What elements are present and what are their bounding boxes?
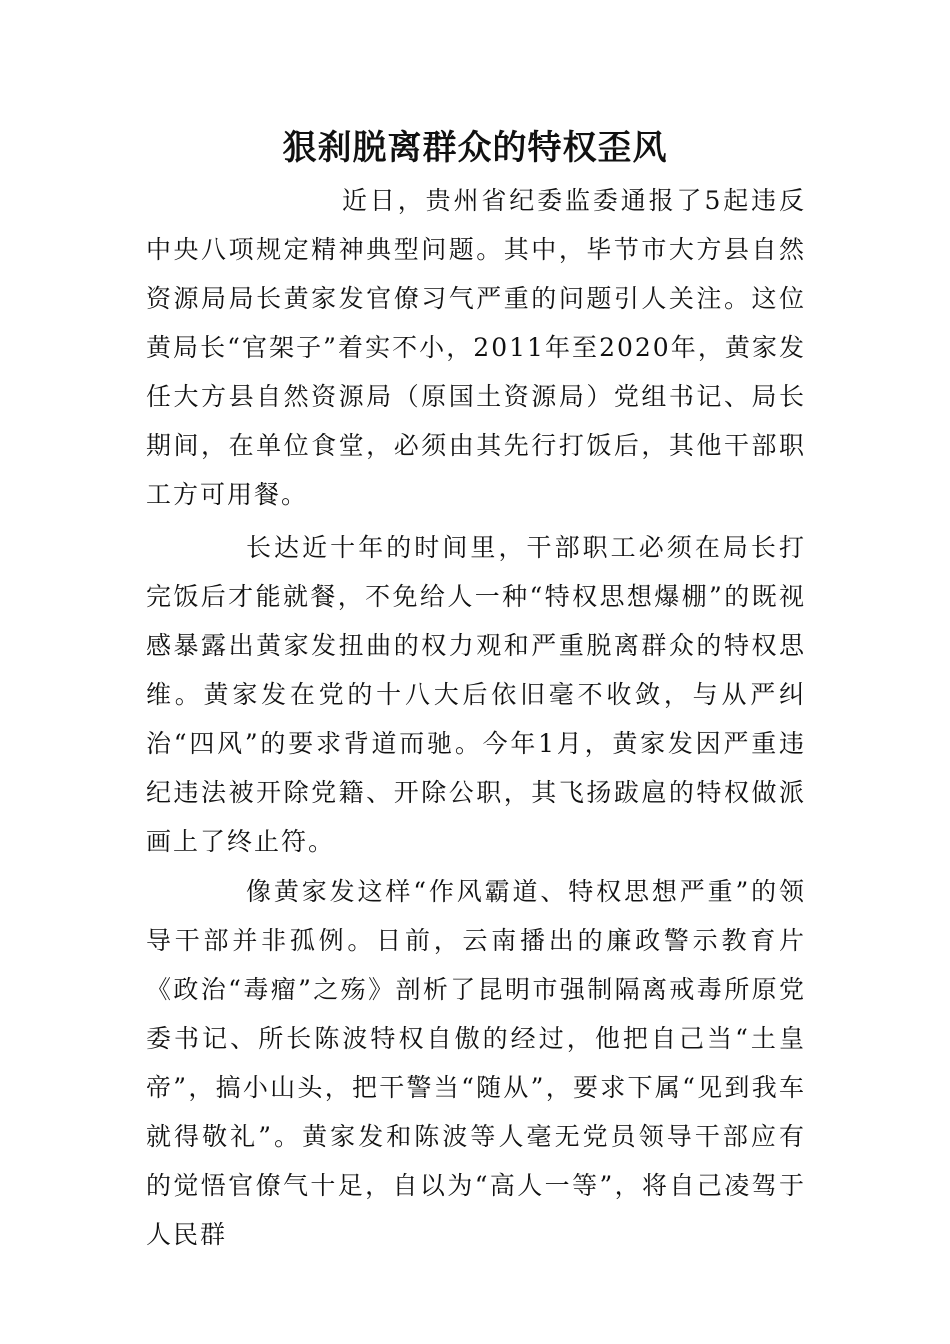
paragraph-1: 近日，贵州省纪委监委通报了5起违反中央八项规定精神典型问题。其中，毕节市大方县自然资源局局长黄家发官僚习气严重的问题引人关注。这位黄局长“官架子”着实不小，2011年至2020年，黄家发任大方县自然资源局（原国土资源局）党组书记、局长期间，在单位食堂，必须由其先行打饭后，其他干部职工方可用餐。 xyxy=(146,186,806,509)
paragraph-3: 像黄家发这样“作风霸道、特权思想严重”的领导干部并非孤例。日前，云南播出的廉政警示教育片《政治“毒瘤”之殇》剖析了昆明市强制隔离戒毒所原党委书记、所长陈波特权自傲的经过，他把自己当“土皇帝”，搞小山头，把干警当“随从”，要求下属“见到我车就得敬礼”。黄家发和陈波等人毫无党员领导干部应有的觉悟官僚气十足，自以为“高人一等”，将自己凌驾于人民群 xyxy=(146,877,806,1249)
document-title: 狠刹脱离群众的特权歪风 xyxy=(282,128,668,168)
paragraph-2: 长达近十年的时间里，干部职工必须在局长打完饭后才能就餐，不免给人一种“特权思想爆棚”的既视感暴露出黄家发扭曲的权力观和严重脱离群众的特权思维。黄家发在党的十八大后依旧毫不收敛，与从严纠治“四风”的要求背道而驰。今年1月，黄家发因严重违纪违法被开除党籍、开除公职，其飞扬跋扈的特权做派画上了终止符。 xyxy=(146,533,806,856)
